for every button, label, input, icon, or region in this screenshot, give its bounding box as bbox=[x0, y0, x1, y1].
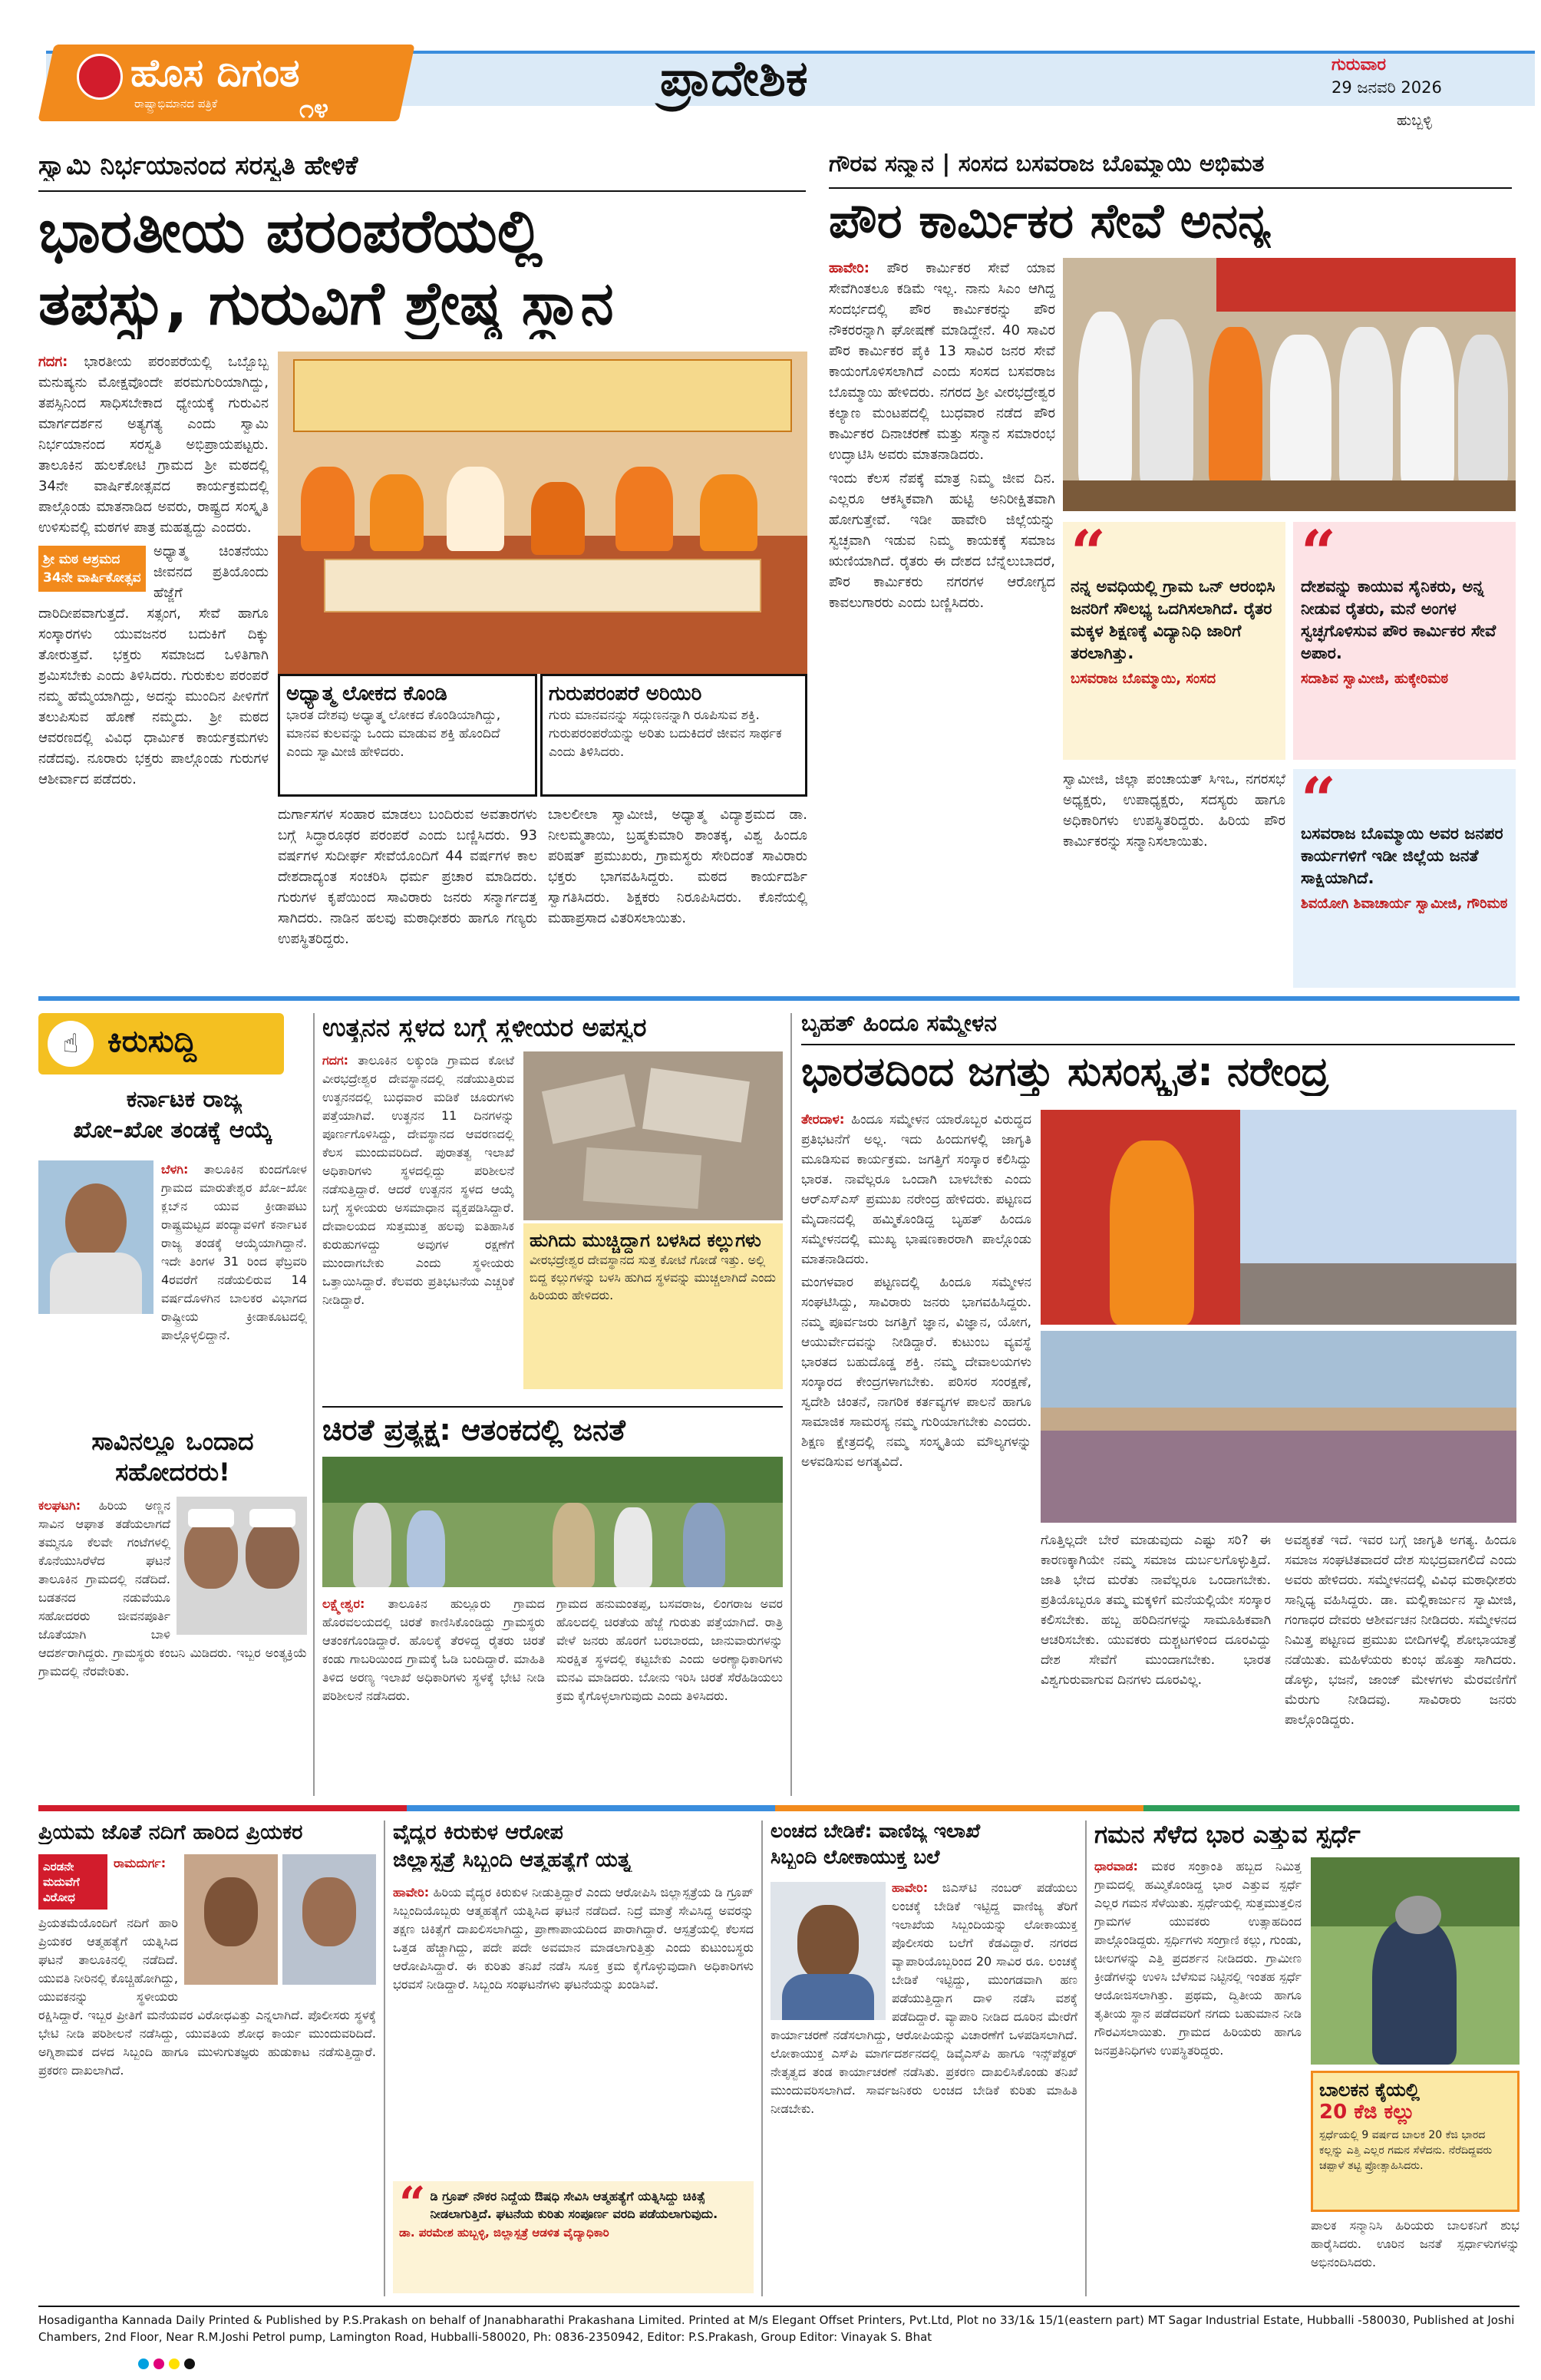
story3-caption-title: ಹುಗಿದು ಮುಚ್ಚಿದ್ದಾಗ ಬಳಸಿದ ಕಲ್ಲುಗಳು bbox=[530, 1230, 761, 1251]
divider bbox=[38, 190, 806, 192]
woman-photo bbox=[282, 1854, 376, 1985]
person-figure bbox=[614, 1507, 652, 1587]
seer-figure bbox=[615, 467, 673, 551]
caption2-title: ಗುರುಪರಂಪರೆ ಅರಿಯಿರಿ bbox=[549, 682, 702, 705]
date: 29 ಜನವರಿ 2026 bbox=[1331, 78, 1442, 97]
quote-mark-icon: “ bbox=[1301, 517, 1337, 589]
story6-badge bbox=[38, 1854, 107, 1910]
divider bbox=[322, 1406, 783, 1408]
story1-kicker: ಸ್ವಾಮಿ ನಿರ್ಭಯಾನಂದ ಸರಸ್ವತಿ ಹೇಳಿಕೆ bbox=[38, 150, 358, 181]
person-figure bbox=[353, 1503, 391, 1587]
story7-body: ಹಿರಿಯ ವೈದ್ಯರ ಕಿರುಕುಳ ನೀಡುತ್ತಿದ್ದಾರೆ ಎಂದು ಆರೋಪಿಸಿ ಜಿಲ್ಲಾಸ್ಪತ್ರೆಯ ಡಿ ಗ್ರೂಪ್ ಸಿಬ್ಬಂದಿಯೊಬ್ಬರು ಆತ್ಮಹತ್ಯೆಗೆ ಯತ್ನಿಸಿದ ಘಟನೆ ನಡೆದಿದೆ. ನಿದ್ರೆ ಮಾತ್ರೆ ಸೇವಿಸಿದ್ದ ಅವರನ್ನು ತಕ್ಷಣ ಚಿಕಿತ್ಸೆಗೆ ದಾಖಲಿಸಲಾಗಿದ್ದು, ಪ್ರಾಣಾಪಾಯದಿಂದ ಪಾರಾಗಿದ್ದಾರೆ. ಆಸ್ಪತ್ರೆಯಲ್ಲಿ ಕೆಲಸದ ಒತ್ತಡ ಹೆಚ್ಚಾಗಿದ್ದು, ಪದೇ ಪದೇ ಅವಮಾನ ಮಾಡಲಾಗುತ್ತಿತ್ತು ಎಂದು ಕುಟುಂಬಸ್ಥರು ಆರೋಪಿಸಿದ್ದಾರೆ. ಈ ಕುರಿತು ತನಿಖೆ ನಡೆಸಿ ಸೂಕ್ತ ಕ್ರಮ ಕೈಗೊಳ್ಳುವುದಾಗಿ ಅಧಿಕಾರಿಗಳು ಭರವಸೆ ನೀಡಿದ್ದಾರೆ. ಸಿಬ್ಬಂದಿ ಸಂಘಟನೆಗಳು ಘಟನೆಯನ್ನು ಖಂಡಿಸಿವೆ. bbox=[393, 1885, 754, 1992]
story3-photo bbox=[523, 1051, 783, 1220]
story-hindu-sammelana bbox=[801, 1010, 1520, 1797]
man-face bbox=[204, 1877, 258, 1946]
story1-dateline: ಗದಗ: bbox=[38, 354, 68, 370]
section-title: ಪ್ರಾದೇಶಿಕ bbox=[660, 51, 808, 107]
story3-caption bbox=[523, 1223, 783, 1389]
person-figure bbox=[553, 1503, 595, 1587]
color-divider bbox=[1143, 1805, 1520, 1811]
quote3-text: ಬಸವರಾಜ ಬೊಮ್ಮಾಯಿ ಅವರ ಜನಪರ ಕಾರ್ಯಗಳಿಗೆ ಇಡೀ ಜಿಲ್ಲೆಯ ಜನತೆ ಸಾಕ್ಷಿಯಾಗಿದೆ. bbox=[1301, 824, 1503, 887]
badge-text: ಎರಡನೇ ಮದುವೆಗೆ ವಿರೋಧ bbox=[43, 1860, 80, 1904]
story2-quote1 bbox=[1063, 517, 1285, 760]
story3-headline: ಉತ್ಖನನ ಸ್ಥಳದ ಬಗ್ಗೆ ಸ್ಥಳೀಯರ ಅಪಸ್ವರ bbox=[322, 1013, 647, 1042]
story8-headline-line2: ಸಿಬ್ಬಂದಿ ಲೋಕಾಯುಕ್ತ ಬಲೆ bbox=[770, 1847, 940, 1868]
story-excavation bbox=[322, 1013, 783, 1397]
story8-text bbox=[770, 1879, 1077, 2293]
weekday: ಗುರುವಾರ bbox=[1331, 55, 1387, 74]
kirusuddi-item1-text bbox=[161, 1160, 307, 1420]
person-figure bbox=[1078, 312, 1132, 488]
story2-col1-p2: ಇಂದು ಕೆಲಸ ನೆಪಕ್ಕೆ ಮಾತ್ರ ನಿಮ್ಮ ಜೀವ ದಿನ. ಎಲ್ಲರೂ ಆಕಸ್ಮಿಕವಾಗಿ ಹುಟ್ಟಿ ಅನಿರೀಕ್ಷಿತವಾಗಿ ಹೋಗುತ್ತೇವೆ. ಇಡೀ ಹಾವೇರಿ ಜಿಲ್ಲೆಯನ್ನು ಸ್ವಚ್ಛವಾಗಿ ಇಡುವ ನಿಮ್ಮ ಕಾಯಕಕ್ಕೆ ಸಮಾಜ ಋಣಿಯಾಗಿದೆ. ರೈತರು ಈ ದೇಶದ ಬೆನ್ನೆಲುಬಾದರೆ, ಪೌರ ಕಾರ್ಮಿಕರು ನಗರಗಳ ಆರೋಗ್ಯದ ಕಾವಲುಗಾರರು ಎಂದು ಬಣ್ಣಿಸಿದರು. bbox=[829, 470, 1055, 611]
person-figure bbox=[1140, 319, 1193, 488]
story5-headline: ಭಾರತದಿಂದ ಜಗತ್ತು ಸುಸಂಸ್ಕೃತ: ನರೇಂದ್ರ bbox=[801, 1050, 1329, 1095]
story5-col1-p1: ಹಿಂದೂ ಸಮ್ಮೇಳನ ಯಾರೊಬ್ಬರ ವಿರುದ್ಧದ ಪ್ರತಿಭಟನೆಗೆ ಅಲ್ಲ. ಇದು ಹಿಂದುಗಳಲ್ಲಿ ಜಾಗೃತಿ ಮೂಡಿಸುವ ಕಾರ್ಯಕ್ರಮ. ಜಗತ್ತಿಗೆ ಸಂಸ್ಕಾರ ಕಲಿಸಿದ್ದು ಭಾರತ. ನಾವೆಲ್ಲರೂ ಒಂದಾಗಿ ಬಾಳಬೇಕು ಎಂದು ಆರ್‌ಎಸ್‌ಎಸ್ ಪ್ರಮುಖ ನರೇಂದ್ರ ಹೇಳಿದರು. ಪಟ್ಟಣದ ಮೈದಾನದಲ್ಲಿ ಹಮ್ಮಿಕೊಂಡಿದ್ದ ಬೃಹತ್ ಹಿಂದೂ ಸಮ್ಮೇಳನದಲ್ಲಿ ಮುಖ್ಯ ಭಾಷಣಕಾರರಾಗಿ ಪಾಲ್ಗೊಂಡು ಮಾತನಾಡಿದರು. bbox=[801, 1112, 1031, 1267]
crowd bbox=[1240, 1263, 1516, 1325]
stone-weight bbox=[1395, 1896, 1441, 1934]
stage-banner bbox=[1216, 258, 1516, 312]
speaker-figure bbox=[1110, 1140, 1194, 1325]
color-divider bbox=[38, 1805, 407, 1811]
story2-col1-p1: ಪೌರ ಕಾರ್ಮಿಕರ ಸೇವೆ ಯಾವ ಸೇವೆಗಿಂತಲೂ ಕಡಿಮೆ ಇಲ್ಲ. ನಾನು ಸಿಎಂ ಆಗಿದ್ದ ಸಂದರ್ಭದಲ್ಲಿ ಪೌರ ಕಾರ್ಮಿಕರನ್ನು ಪೌರ ನೌಕರರನ್ನಾಗಿ ಘೋಷಣೆ ಮಾಡಿದ್ದೇನೆ. 40 ಸಾವಿರ ಪೌರ ಕಾರ್ಮಿಕರ ಪೈಕಿ 13 ಸಾವಿರ ಜನರ ಸೇವೆ ಕಾಯಂಗೊಳಿಸಲಾಗಿದೆ ಎಂದು ಸಂಸದ ಬಸವರಾಜ ಬೊಮ್ಮಾಯಿ ಹೇಳಿದರು. ನಗರದ ಶ್ರೀ ವೀರಭದ್ರೇಶ್ವರ ಕಲ್ಯಾಣ ಮಂಟಪದಲ್ಲಿ ಬುಧವಾರ ನಡೆದ ಪೌರ ಕಾರ್ಮಿಕರ ದಿನಾಚರಣೆ ಮತ್ತು ಸನ್ಮಾನ ಸಮಾರಂಭ ಉದ್ಘಾಟಿಸಿ ಅವರು ಮಾತನಾಡಿದರು. bbox=[829, 260, 1055, 463]
story7-quote-text: ಡಿ ಗ್ರೂಪ್ ನೌಕರ ನಿದ್ದೆಯ ಔಷಧಿ ಸೇವಿಸಿ ಆತ್ಮಹತ್ಯೆಗೆ ಯತ್ನಿಸಿದ್ದು ಚಿಕಿತ್ಸೆ ನೀಡಲಾಗುತ್ತಿದೆ. ಘಟನೆಯ ಕುರಿತು ಸಂಪೂರ್ಣ ವರದಿ ಪಡೆಯಲಾಗುವುದು. bbox=[430, 2189, 718, 2221]
color-divider bbox=[407, 1805, 775, 1811]
story1-caption2 bbox=[540, 674, 807, 797]
brother-face bbox=[246, 1520, 299, 1589]
logo-text: ಹೊಸ ದಿಗಂತ bbox=[130, 51, 300, 95]
logo-emblem-icon bbox=[77, 54, 123, 100]
seer-figure bbox=[447, 467, 504, 551]
crowd bbox=[1041, 1431, 1516, 1523]
story1-col1-p2: ಅಧ್ಯಾತ್ಮ ಚಿಂತನೆಯು ಜೀವನದ ಪ್ರತಿಯೊಂದು ಹೆಜ್ಜೆಗೆ ದಾರಿದೀಪವಾಗುತ್ತದೆ. ಸತ್ಸಂಗ, ಸೇವೆ ಹಾಗೂ ಸಂಸ್ಕಾರಗಳು ಯುವಜನರ ಬದುಕಿಗೆ ದಿಕ್ಕು ತೋರುತ್ತವೆ. ಭಕ್ತರು ಸಮಾಜದ ಒಳಿತಿಗಾಗಿ ಶ್ರಮಿಸಬೇಕು ಎಂದು ತಿಳಿಸಿದರು. ಗುರುಕುಲ ಪರಂಪರೆ ನಮ್ಮ ಹೆಮ್ಮೆಯಾಗಿದ್ದು, ಅದನ್ನು ಮುಂದಿನ ಪೀಳಿಗೆಗೆ ತಲುಪಿಸುವ ಹೊಣೆ ನಮ್ಮದು. ಶ್ರೀ ಮಠದ ಆವರಣದಲ್ಲಿ ವಿವಿಧ ಧಾರ್ಮಿಕ ಕಾರ್ಯಕ್ರಮಗಳು ನಡೆದವು. ನೂರಾರು ಭಕ್ತರು ಪಾಲ್ಗೊಂಡು ಗುರುಗಳ ಆಶೀರ್ವಾದ ಪಡೆದರು. bbox=[38, 543, 269, 787]
story7-quote bbox=[393, 2177, 754, 2293]
story1-caption1 bbox=[278, 674, 537, 797]
story2-headline: ಪೌರ ಕಾರ್ಮಿಕರ ಸೇವೆ ಅನನ್ಯ bbox=[829, 193, 1272, 249]
kirusuddi-item1-dateline: ಬೆಳಗಿ: bbox=[161, 1162, 189, 1177]
quote3-name: ಶಿವಯೋಗಿ ಶಿವಾಚಾರ್ಯ ಸ್ವಾಮೀಜಿ, ಗೌರಿಮಠ bbox=[1301, 896, 1508, 912]
megaphone-icon: ☝ bbox=[48, 1021, 94, 1067]
story7-headline-line2: ಜಿಲ್ಲಾಸ್ಪತ್ರೆ ಸಿಬ್ಬಂದಿ ಆತ್ಮಹತ್ಯೆಗೆ ಯತ್ನ bbox=[393, 1848, 632, 1872]
story-hospital bbox=[393, 1820, 754, 2296]
reg-dot bbox=[184, 2359, 195, 2369]
story1-col1-p1: ಭಾರತೀಯ ಪರಂಪರೆಯಲ್ಲಿ ಒಬ್ಬೊಬ್ಬ ಮನುಷ್ಯನು ಮೋಕ್ಷವೊಂದೇ ಪರಮಗುರಿಯಾಗಿದ್ದು, ತಪಸ್ಸಿನಿಂದ ಸಾಧಿಸಬೇಕಾದ ಧ್ಯೇಯಕ್ಕೆ ಗುರುವಿನ ಮಾರ್ಗದರ್ಶನ ಅತ್ಯಗತ್ಯ ಎಂದು ಸ್ವಾಮಿ ನಿರ್ಭಯಾನಂದ ಸರಸ್ವತಿ ಅಭಿಪ್ರಾಯಪಟ್ಟರು. ತಾಲೂಕಿನ ಹುಲಕೋಟಿ ಗ್ರಾಮದ ಶ್ರೀ ಮಠದಲ್ಲಿ 34ನೇ ವಾರ್ಷಿಕೋತ್ಸವದ ಕಾರ್ಯಕ್ರಮದಲ್ಲಿ ಪಾಲ್ಗೊಂಡು ಮಾತನಾಡಿದ ಅವರು, ರಾಷ್ಟ್ರದ ಸಂಸ್ಕೃತಿ ಉಳಿಸುವಲ್ಲಿ ಮಠಗಳ ಪಾತ್ರ ಮಹತ್ವದ್ದು ಎಂದರು. bbox=[38, 354, 269, 536]
quote1-text: ನನ್ನ ಅವಧಿಯಲ್ಲಿ ಗ್ರಾಮ ಒನ್ ಆರಂಭಿಸಿ ಜನರಿಗೆ ಸೌಲಭ್ಯ ಒದಗಿಸಲಾಗಿದೆ. ರೈತರ ಮಕ್ಕಳ ಶಿಕ್ಷಣಕ್ಕೆ ವಿದ್ಯಾನಿಧಿ ಜಾರಿಗೆ ತರಲಾಗಿತ್ತು. bbox=[1071, 577, 1275, 662]
seer-figure bbox=[301, 467, 355, 551]
story6-dateline: ರಾಮದುರ್ಗ: bbox=[114, 1856, 167, 1870]
quote1-name: ಬಸವರಾಜ ಬೊಮ್ಮಾಯಿ, ಸಂಸದ bbox=[1071, 671, 1216, 687]
stone-shard bbox=[542, 1074, 635, 1144]
footer-imprint: Hosadigantha Kannada Daily Printed & Published by P.S.Prakash on behalf of Jnanabharathi Prakashana Limited. Printed at M/s Elegant Offset Printers, Pvt.Ltd, Plot no 33/1& 15/1(eastern part) MT Sagar Industrial Estate, Hubballi -580030, Published at Joshi Chambers, 2nd Floor, Near R.M.Joshi Petrol pump, Lamington Road, Hubballi-580020, Ph: 0836-2350942, Editor: P.S.Prakash, Group Editor: Vinayak S. Bhat bbox=[38, 2313, 1515, 2344]
story3-dateline: ಗದಗ: bbox=[322, 1053, 349, 1068]
story1-sidebar-label bbox=[38, 546, 146, 592]
story2-kicker: ಗೌರವ ಸನ್ಮಾನ | ಸಂಸದ ಬಸವರಾಜ ಬೊಮ್ಮಾಯಿ ಅಭಿಮತ bbox=[829, 150, 1265, 177]
kirusuddi-item2-dateline: ಕಲಘಟಗಿ: bbox=[38, 1498, 81, 1513]
sidebar-label-text: ಶ್ರೀ ಮಠ ಆಶ್ರಮದ 34ನೇ ವಾರ್ಷಿಕೋತ್ಸವ bbox=[43, 552, 141, 586]
reg-dot bbox=[138, 2359, 149, 2369]
story9-box-headline2: 20 ಕೆಜಿ ಕಲ್ಲು bbox=[1319, 2101, 1415, 2124]
story3-caption-text: ವೀರಭದ್ರೇಶ್ವರ ದೇವಸ್ಥಾನದ ಸುತ್ತ ಕೋಟೆ ಗೋಡೆ ಇತ್ತು. ಅಲ್ಲಿ ಬಿದ್ದ ಕಲ್ಲುಗಳನ್ನು ಬಳಸಿ ಹುಗಿದ ಸ್ಥಳವನ್ನು ಮುಚ್ಚಲಾಗಿದೆ ಎಂದು ಹಿರಿಯರು ಹೇಳಿದರು. bbox=[530, 1253, 776, 1302]
story8-headline-line1: ಲಂಚದ ಬೇಡಿಕೆ: ವಾಣಿಜ್ಯ ಇಲಾಖೆ bbox=[770, 1820, 981, 1842]
story9-box bbox=[1311, 2071, 1520, 2212]
story2-kicker-a: ಗೌರವ ಸನ್ಮಾನ bbox=[829, 150, 934, 177]
kirusuddi-item2-photo bbox=[177, 1497, 307, 1635]
seer-figure bbox=[370, 474, 424, 551]
person-figure bbox=[1270, 335, 1331, 488]
column-rule bbox=[1085, 1820, 1087, 2296]
story8-dateline: ಹಾವೇರಿ: bbox=[892, 1880, 929, 1895]
stone-shard bbox=[583, 1147, 702, 1209]
caption1-text: ಭಾರತ ದೇಶವು ಅಧ್ಯಾತ್ಮ ಲೋಕದ ಕೊಂಡಿಯಾಗಿದ್ದು, ಮಾನವ ಕುಲವನ್ನು ಒಂದು ಮಾಡುವ ಶಕ್ತಿ ಹೊಂದಿದೆ ಎಂದು ಸ್ವಾಮೀಜಿ ಹೇಳಿದರು. bbox=[286, 708, 501, 760]
story5-photo-speaker bbox=[1041, 1110, 1516, 1325]
person-figure bbox=[1209, 327, 1262, 488]
kirusuddi-column bbox=[38, 1013, 307, 1796]
man-photo bbox=[184, 1854, 278, 1985]
column-rule bbox=[761, 1820, 763, 2296]
story2-quote3 bbox=[1293, 764, 1516, 988]
stage-banner bbox=[293, 359, 792, 432]
divider bbox=[829, 187, 1512, 189]
story2-quote2 bbox=[1293, 517, 1516, 760]
divider bbox=[801, 1044, 1515, 1045]
story2-col2: ಸ್ವಾಮೀಜಿ, ಜಿಲ್ಲಾ ಪಂಚಾಯತ್ ಸಿಇಒ, ನಗರಸಭೆ ಅಧ್ಯಕ್ಷರು, ಉಪಾಧ್ಯಕ್ಷರು, ಸದಸ್ಯರು ಹಾಗೂ ಅಧಿಕಾರಿಗಳು ಉಪಸ್ಥಿತರಿದ್ದರು. ಹಿರಿಯ ಪೌರ ಕಾರ್ಮಿಕರನ್ನು ಸನ್ಮಾನಿಸಲಾಯಿತು. bbox=[1063, 771, 1285, 850]
story3-text bbox=[322, 1051, 514, 1389]
story-leopard bbox=[322, 1406, 783, 1797]
story6-photo-wrap bbox=[184, 1854, 376, 1985]
story1-col2: ದುರ್ಗಾಸಗಳ ಸಂಹಾರ ಮಾಡಲು ಬಂದಿರುವ ಅವತಾರಗಳು ಬಗ್ಗೆ ಸಿದ್ಧಾರೂಢರ ಪರಂಪರೆ ಎಂದು ಬಣ್ಣಿಸಿದರು. 93 ವರ್ಷಗಳ ಸುದೀರ್ಘ ಸೇವೆಯೊಂದಿಗೆ 44 ವರ್ಷಗಳ ಕಾಲ ದೇಶದಾದ್ಯಂತ ಸಂಚರಿಸಿ ಧರ್ಮ ಪ್ರಚಾರ ಮಾಡಿದರು. ಗುರುಗಳ ಕೃಪೆಯಿಂದ ಸಾವಿರಾರು ಜನರು ಸನ್ಮಾರ್ಗದತ್ತ ಸಾಗಿದರು. ನಾಡಿನ ಹಲವು ಮಠಾಧೀಶರು ಹಾಗೂ ಗಣ್ಯರು ಉಪಸ್ಥಿತರಿದ್ದರು. bbox=[278, 807, 537, 947]
story9-dateline: ಧಾರವಾಡ: bbox=[1094, 1859, 1138, 1873]
person-figure bbox=[1458, 335, 1508, 488]
woman-face bbox=[302, 1877, 356, 1946]
story2-photo bbox=[1063, 258, 1516, 511]
story-pourakarmika bbox=[829, 150, 1520, 995]
story4-headline: ಚಿರತೆ ಪ್ರತ್ಯಕ್ಷ: ಆತಂಕದಲ್ಲಿ ಜನತೆ bbox=[322, 1414, 625, 1447]
story8-body: ಜಿಎಸ್‌ಟಿ ನಂಬರ್ ಪಡೆಯಲು ಲಂಚಕ್ಕೆ ಬೇಡಿಕೆ ಇಟ್ಟಿದ್ದ ವಾಣಿಜ್ಯ ತೆರಿಗೆ ಇಲಾಖೆಯ ಸಿಬ್ಬಂದಿಯನ್ನು ಲೋಕಾಯುಕ್ತ ಪೊಲೀಸರು ಬಲೆಗೆ ಕೆಡವಿದ್ದಾರೆ. ನಗರದ ವ್ಯಾಪಾರಿಯೊಬ್ಬರಿಂದ 20 ಸಾವಿರ ರೂ. ಲಂಚಕ್ಕೆ ಬೇಡಿಕೆ ಇಟ್ಟಿದ್ದು, ಮುಂಗಡವಾಗಿ ಹಣ ಪಡೆಯುತ್ತಿದ್ದಾಗ ದಾಳಿ ನಡೆಸಿ ವಶಕ್ಕೆ ಪಡೆದಿದ್ದಾರೆ. ವ್ಯಾಪಾರಿ ನೀಡಿದ ದೂರಿನ ಮೇರೆಗೆ ಕಾರ್ಯಾಚರಣೆ ನಡೆಸಲಾಗಿದ್ದು, ಆರೋಪಿಯನ್ನು ವಿಚಾರಣೆಗೆ ಒಳಪಡಿಸಲಾಗಿದೆ. ಲೋಕಾಯುಕ್ತ ಎಸ್‌ಪಿ ಮಾರ್ಗದರ್ಶನದಲ್ಲಿ ಡಿವೈಎಸ್‌ಪಿ ಹಾಗೂ ಇನ್ಸ್‌ಪೆಕ್ಟರ್ ನೇತೃತ್ವದ ತಂಡ ಕಾರ್ಯಾಚರಣೆ ನಡೆಸಿತು. ಪ್ರಕರಣ ದಾಖಲಿಸಿಕೊಂಡು ತನಿಖೆ ಮುಂದುವರಿಸಲಾಗಿದೆ. ಸಾರ್ವಜನಿಕರು ಲಂಚದ ಬೇಡಿಕೆ ಕುರಿತು ಮಾಹಿತಿ ನೀಡಬೇಕು. bbox=[770, 1880, 1077, 2116]
footer bbox=[38, 2306, 1520, 2352]
story7-quote-name: ಡಾ. ಪರಮೇಶ ಹುಬ್ಬಳ್ಳಿ, ಜಿಲ್ಲಾಸ್ಪತ್ರೆ ಆಡಳಿತ ವೈದ್ಯಾಧಿಕಾರಿ bbox=[399, 2226, 609, 2240]
story9-headline: ಗಮನ ಸೆಳೆದ ಭಾರ ಎತ್ತುವ ಸ್ಪರ್ಧೆ bbox=[1094, 1820, 1361, 1849]
kirusuddi-item2-headline2: ಸಹೋದರರು! bbox=[115, 1458, 230, 1487]
story1-headline-line2: ತಪಸ್ಸು, ಗುರುವಿಗೆ ಶ್ರೇಷ್ಠ ಸ್ಥಾನ bbox=[38, 270, 614, 338]
story1-headline-line1: ಭಾರತೀಯ ಪರಂಪರೆಯಲ್ಲಿ bbox=[38, 198, 543, 266]
story5-kicker: ಬೃಹತ್ ಹಿಂದೂ ಸಮ್ಮೇಳನ bbox=[801, 1010, 997, 1037]
story-weightlifting bbox=[1094, 1820, 1520, 2296]
lifter-figure bbox=[1372, 1919, 1457, 2065]
reg-dot bbox=[169, 2359, 180, 2369]
boy-face bbox=[65, 1183, 127, 1260]
story9-box-text: ಸ್ಪರ್ಧೆಯಲ್ಲಿ 9 ವರ್ಷದ ಬಾಲಕ 20 ಕೆಜಿ ಭಾರದ ಕಲ್ಲನ್ನು ಎತ್ತಿ ಎಲ್ಲರ ಗಮನ ಸೆಳೆದನು. ನೆರೆದಿದ್ದವರು ಚಪ್ಪಾಳೆ ತಟ್ಟಿ ಪ್ರೋತ್ಸಾಹಿಸಿದರು. bbox=[1319, 2129, 1493, 2172]
story9-body: ಮಕರ ಸಂಕ್ರಾಂತಿ ಹಬ್ಬದ ನಿಮಿತ್ತ ಗ್ರಾಮದಲ್ಲಿ ಹಮ್ಮಿಕೊಂಡಿದ್ದ ಭಾರ ಎತ್ತುವ ಸ್ಪರ್ಧೆ ಎಲ್ಲರ ಗಮನ ಸೆಳೆಯಿತು. ಸ್ಪರ್ಧೆಯಲ್ಲಿ ಸುತ್ತಮುತ್ತಲಿನ ಗ್ರಾಮಗಳ ಯುವಕರು ಉತ್ಸಾಹದಿಂದ ಪಾಲ್ಗೊಂಡಿದ್ದರು. ಸ್ಪರ್ಧಿಗಳು ಸಂಗ್ರಾಣಿ ಕಲ್ಲು, ಗುಂಡು, ಚೀಲಗಳನ್ನು ಎತ್ತಿ ಪ್ರದರ್ಶನ ನೀಡಿದರು. ಗ್ರಾಮೀಣ ಕ್ರೀಡೆಗಳನ್ನು ಉಳಿಸಿ ಬೆಳೆಸುವ ನಿಟ್ಟಿನಲ್ಲಿ ಇಂತಹ ಸ್ಪರ್ಧೆ ಆಯೋಜಿಸಲಾಗಿತ್ತು. ಪ್ರಥಮ, ದ್ವಿತೀಯ ಹಾಗೂ ತೃತೀಯ ಸ್ಥಾನ ಪಡೆದವರಿಗೆ ನಗದು ಬಹುಮಾನ ನೀಡಿ ಗೌರವಿಸಲಾಯಿತು. ಗ್ರಾಮದ ಹಿರಿಯರು ಹಾಗೂ ಜನಪ್ರತಿನಿಧಿಗಳು ಉಪಸ್ಥಿತರಿದ್ದರು. bbox=[1094, 1859, 1302, 2058]
column-rule bbox=[790, 1013, 792, 1796]
quote-mark-icon: “ bbox=[1071, 517, 1107, 589]
story1-photo bbox=[278, 352, 807, 674]
story-lokayukta bbox=[770, 1820, 1077, 2296]
person-figure bbox=[1339, 327, 1393, 488]
story-lovers bbox=[38, 1820, 376, 2296]
quote-mark-icon: “ bbox=[1301, 764, 1337, 836]
story4-text1: ತಾಲೂಕಿನ ಹುಲ್ಲೂರು ಗ್ರಾಮದ ಹೊರವಲಯದಲ್ಲಿ ಚಿರತೆ ಕಾಣಿಸಿಕೊಂಡಿದ್ದು ಗ್ರಾಮಸ್ಥರು ಆತಂಕಗೊಂಡಿದ್ದಾರೆ. ಹೊಲಕ್ಕೆ ತೆರಳಿದ್ದ ರೈತರು ಚಿರತೆ ಕಂಡು ಗಾಬರಿಯಿಂದ ಗ್ರಾಮಕ್ಕೆ ಓಡಿ ಬಂದಿದ್ದಾರೆ. ಮಾಹಿತಿ ತಿಳಿದ ಅರಣ್ಯ ಇಲಾಖೆ ಅಧಿಕಾರಿಗಳು ಸ್ಥಳಕ್ಕೆ ಭೇಟಿ ನೀಡಿ ಪರಿಶೀಲನೆ ನಡೆಸಿದರು. bbox=[322, 1596, 545, 1703]
caption2-text: ಗುರು ಮಾನವನನ್ನು ಸದ್ಗುಣನನ್ನಾಗಿ ರೂಪಿಸುವ ಶಕ್ತಿ. ಗುರುಪರಂಪರೆಯನ್ನು ಅರಿತು ಬದುಕಿದರೆ ಜೀವನ ಸಾರ್ಥಕ ಎಂದು ತಿಳಿಸಿದರು. bbox=[549, 708, 782, 760]
story4-dateline: ಲಕ್ಷ್ಮೇಶ್ವರ: bbox=[322, 1596, 365, 1611]
quote2-name: ಸದಾಶಿವ ಸ್ವಾಮೀಜಿ, ಹುಕ್ಕೇರಿಮಠ bbox=[1301, 671, 1449, 687]
accused-face bbox=[797, 1905, 859, 1982]
kirusuddi-label: ಕಿರುಸುದ್ದಿ bbox=[107, 1024, 197, 1059]
color-divider bbox=[775, 1805, 1143, 1811]
story7-text bbox=[393, 1883, 754, 2178]
lamp-stand bbox=[1063, 480, 1516, 511]
story6-headline: ಪ್ರಿಯಮ ಜೊತೆ ನದಿಗೆ ಹಾರಿದ ಪ್ರಿಯಕರ bbox=[38, 1820, 303, 1844]
story5-col2: ಗೊತ್ತಿಲ್ಲದೇ ಬೇರೆ ಮಾಡುವುದು ಎಷ್ಟು ಸರಿ? ಈ ಕಾರಣಕ್ಕಾಗಿಯೇ ನಮ್ಮ ಸಮಾಜ ದುರ್ಬಲಗೊಳ್ಳುತ್ತಿದೆ. ಜಾತಿ ಭೇದ ಮರೆತು ನಾವೆಲ್ಲರೂ ಒಂದಾಗಬೇಕು. ಪ್ರತಿಯೊಬ್ಬರೂ ತಮ್ಮ ಮಕ್ಕಳಿಗೆ ಮನೆಯಲ್ಲಿಯೇ ಸಂಸ್ಕಾರ ಕಲಿಸಬೇಕು. ಹಬ್ಬ ಹರಿದಿನಗಳನ್ನು ಸಾಮೂಹಿಕವಾಗಿ ಆಚರಿಸಬೇಕು. ಯುವಕರು ದುಶ್ಚಟಗಳಿಂದ ದೂರವಿದ್ದು ದೇಶ ಸೇವೆಗೆ ಮುಂದಾಗಬೇಕು. ಭಾರತ ವಿಶ್ವಗುರುವಾಗುವ ದಿನಗಳು ದೂರವಿಲ್ಲ. bbox=[1041, 1533, 1271, 1688]
column-rule bbox=[313, 1013, 315, 1796]
page-number: ೧೪ bbox=[299, 94, 329, 124]
story4-photo bbox=[322, 1457, 783, 1587]
kirusuddi-item1-body: ತಾಲೂಕಿನ ಕುಂದಗೋಳ ಗ್ರಾಮದ ಮಾರುತೇಶ್ವರ ಖೋ–ಖೋ ಕ್ಲಬ್‌ನ ಯುವ ಕ್ರೀಡಾಪಟು ರಾಷ್ಟ್ರಮಟ್ಟದ ಪಂದ್ಯಾವಳಿಗೆ ಕರ್ನಾಟಕ ರಾಜ್ಯ ತಂಡಕ್ಕೆ ಆಯ್ಕೆಯಾಗಿದ್ದಾನೆ. ಇದೇ ತಿಂಗಳ 31 ರಿಂದ ಫೆಬ್ರವರಿ 4ರವರೆಗೆ ನಡೆಯಲಿರುವ 14 ವರ್ಷದೊಳಗಿನ ಬಾಲಕರ ವಿಭಾಗದ ರಾಷ್ಟ್ರೀಯ ಕ್ರೀಡಾಕೂಟದಲ್ಲಿ ಪಾಲ್ಗೊಳ್ಳಲಿದ್ದಾನೆ. bbox=[161, 1162, 307, 1342]
city: ಹುಬ್ಬಳ್ಳಿ bbox=[1397, 112, 1432, 129]
kirusuddi-item2-body: ಹಿರಿಯ ಅಣ್ಣನ ಸಾವಿನ ಆಘಾತ ತಡೆಯಲಾಗದೆ ತಮ್ಮನೂ ಕೆಲವೇ ಗಂಟೆಗಳಲ್ಲಿ ಕೊನೆಯುಸಿರೆಳೆದ ಘಟನೆ ತಾಲೂಕಿನ ಗ್ರಾಮದಲ್ಲಿ ನಡೆದಿದೆ. ಬಡತನದ ನಡುವೆಯೂ ಸಹೋದರರು ಜೀವನಪೂರ್ತಿ ಜೊತೆಯಾಗಿ ಬಾಳಿ ಆದರ್ಶರಾಗಿದ್ದರು. ಗ್ರಾಮಸ್ಥರು ಕಂಬನಿ ಮಿಡಿದರು. ಇಬ್ಬರ ಅಂತ್ಯಕ್ರಿಯೆ ಗ್ರಾಮದಲ್ಲಿ ನೆರವೇರಿತು. bbox=[38, 1498, 307, 1679]
caption1-title: ಅಧ್ಯಾತ್ಮ ಲೋಕದ ಕೊಂಡಿ bbox=[286, 682, 447, 705]
story2-dateline: ಹಾವೇರಿ: bbox=[829, 260, 869, 276]
brother-face bbox=[184, 1520, 238, 1589]
logo-tagline: ರಾಷ್ಟ್ರಾಭಿಮಾನದ ಪತ್ರಿಕೆ bbox=[134, 97, 218, 111]
kirusuddi-item2-headline1: ಸಾವಿನಲ್ಲೂ ಒಂದಾದ bbox=[91, 1428, 254, 1456]
story1-col1 bbox=[38, 352, 269, 989]
story9-box-headline1: ಬಾಲಕನ ಕೈಯಲ್ಲಿ bbox=[1319, 2079, 1421, 2101]
story2-col1 bbox=[829, 258, 1055, 987]
seer-figure bbox=[531, 482, 585, 555]
person-figure bbox=[683, 1503, 725, 1587]
kirusuddi-label-box bbox=[38, 1013, 284, 1074]
accused-shirt bbox=[782, 1974, 874, 2020]
cap bbox=[188, 1509, 234, 1527]
story5-col1 bbox=[801, 1110, 1031, 1793]
story5-photo-crowd bbox=[1041, 1331, 1516, 1523]
color-registration-marks bbox=[138, 2358, 1366, 2373]
section-divider bbox=[38, 996, 1520, 1001]
boy-shirt bbox=[50, 1253, 142, 1314]
story9-text2: ಪಾಲಕ ಸನ್ಮಾನಿಸಿ ಹಿರಿಯರು ಬಾಲಕನಿಗೆ ಶುಭ ಹಾರೈಸಿದರು. ಊರಿನ ಜನತೆ ಸ್ಪರ್ಧಾಳುಗಳನ್ನು ಅಭಿನಂದಿಸಿದರು. bbox=[1311, 2218, 1520, 2269]
story5-col3: ಅವಶ್ಯಕತೆ ಇದೆ. ಇವರ ಬಗ್ಗೆ ಜಾಗೃತಿ ಅಗತ್ಯ. ಹಿಂದೂ ಸಮಾಜ ಸಂಘಟಿತವಾದರೆ ದೇಶ ಸುಭದ್ರವಾಗಲಿದೆ ಎಂದು ಅವರು ಹೇಳಿದರು. ಸಮ್ಮೇಳನದಲ್ಲಿ ವಿವಿಧ ಮಠಾಧೀಶರು ಸಾನ್ನಿಧ್ಯ ವಹಿಸಿದ್ದರು. ಡಾ. ಮಲ್ಲಿಕಾರ್ಜುನ ಸ್ವಾಮೀಜಿ, ಗಂಗಾಧರ ದೇವರು ಆಶೀರ್ವಚನ ನೀಡಿದರು. ಸಮ್ಮೇಳನದ ನಿಮಿತ್ತ ಪಟ್ಟಣದ ಪ್ರಮುಖ ಬೀದಿಗಳಲ್ಲಿ ಶೋಭಾಯಾತ್ರೆ ನಡೆಯಿತು. ಮಹಿಳೆಯರು ಕುಂಭ ಹೊತ್ತು ಸಾಗಿದರು. ಡೊಳ್ಳು, ಭಜನೆ, ಜಾಂಜ್ ಮೇಳಗಳು ಮೆರವಣಿಗೆಗೆ ಮೆರುಗು ನೀಡಿದವು. ಸಾವಿರಾರು ಜನರು ಪಾಲ್ಗೊಂಡಿದ್ದರು. bbox=[1285, 1533, 1516, 1728]
story7-headline-line1: ವೈದ್ಯರ ಕಿರುಕುಳ ಆರೋಪ bbox=[393, 1820, 563, 1844]
person-figure bbox=[407, 1510, 445, 1587]
story8-photo bbox=[770, 1882, 886, 2020]
cap bbox=[249, 1509, 295, 1527]
story2-kicker-b: ಸಂಸದ ಬಸವರಾಜ ಬೊಮ್ಮಾಯಿ ಅಭಿಮತ bbox=[958, 150, 1265, 177]
story6-body: ಪ್ರಿಯತಮೆಯೊಂದಿಗೆ ನದಿಗೆ ಹಾರಿ ಪ್ರಿಯಕರ ಆತ್ಮಹತ್ಯೆಗೆ ಯತ್ನಿಸಿದ ಘಟನೆ ತಾಲೂಕಿನಲ್ಲಿ ನಡೆದಿದೆ. ಯುವತಿ ನೀರಿನಲ್ಲಿ ಕೊಚ್ಚಿಹೋಗಿದ್ದು, ಯುವಕನನ್ನು ಸ್ಥಳೀಯರು ರಕ್ಷಿಸಿದ್ದಾರೆ. ಇಬ್ಬರ ಪ್ರೀತಿಗೆ ಮನೆಯವರ ವಿರೋಧವಿತ್ತು ಎನ್ನಲಾಗಿದೆ. ಪೊಲೀಸರು ಸ್ಥಳಕ್ಕೆ ಭೇಟಿ ನೀಡಿ ಪರಿಶೀಲನೆ ನಡೆಸಿದ್ದು, ಯುವತಿಯ ಶೋಧ ಕಾರ್ಯ ಮುಂದುವರಿದಿದೆ. ಅಗ್ನಿಶಾಮಕ ದಳದ ಸಿಬ್ಬಂದಿ ಹಾಗೂ ಮುಳುಗುತಜ್ಞರು ಹುಡುಕಾಟ ನಡೆಸುತ್ತಿದ್ದಾರೆ. ಪ್ರಕರಣ ದಾಖಲಾಗಿದೆ. bbox=[38, 1916, 376, 2078]
story5-dateline: ತೇರದಾಳ: bbox=[801, 1112, 845, 1127]
column-rule bbox=[384, 1820, 385, 2296]
stage-table bbox=[324, 559, 761, 612]
story-paramapare bbox=[38, 150, 813, 995]
kirusuddi-item1-headline1: ಕರ್ನಾಟಕ ರಾಜ್ಯ bbox=[126, 1087, 243, 1113]
story3-body: ತಾಲೂಕಿನ ಲಕ್ಕುಂಡಿ ಗ್ರಾಮದ ಕೋಟೆ ವೀರಭದ್ರೇಶ್ವರ ದೇವಸ್ಥಾನದಲ್ಲಿ ನಡೆಯುತ್ತಿರುವ ಉತ್ಖನನದಲ್ಲಿ ಬುಧವಾರ ಮಡಿಕೆ ಚೂರುಗಳು ಪತ್ತೆಯಾಗಿವೆ. ಉತ್ಖನನ 11 ದಿನಗಳನ್ನು ಪೂರ್ಣಗೊಳಿಸಿದ್ದು, ದೇವಸ್ಥಾನದ ಆವರಣದಲ್ಲಿ ಕೆಲಸ ಮುಂದುವರಿದಿದೆ. ಪುರಾತತ್ವ ಇಲಾಖೆ ಅಧಿಕಾರಿಗಳು ಸ್ಥಳದಲ್ಲಿದ್ದು ಪರಿಶೀಲನೆ ನಡೆಸುತ್ತಿದ್ದಾರೆ. ಆದರೆ ಉತ್ಖನನ ಸ್ಥಳದ ಆಯ್ಕೆ ಬಗ್ಗೆ ಸ್ಥಳೀಯರು ಅಸಮಾಧಾನ ವ್ಯಕ್ತಪಡಿಸಿದ್ದಾರೆ. ದೇವಾಲಯದ ಸುತ್ತಮುತ್ತ ಹಲವು ಐತಿಹಾಸಿಕ ಕುರುಹುಗಳಿದ್ದು ಅವುಗಳ ರಕ್ಷಣೆಗೆ ಮುಂದಾಗಬೇಕು ಎಂದು ಸ್ಥಳೀಯರು ಒತ್ತಾಯಿಸಿದ್ದಾರೆ. ಕೆಲವರು ಪ್ರತಿಭಟನೆಯ ಎಚ್ಚರಿಕೆ ನೀಡಿದ್ದಾರೆ. bbox=[322, 1053, 514, 1307]
story5-col1-p2: ಮಂಗಳವಾರ ಪಟ್ಟಣದಲ್ಲಿ ಹಿಂದೂ ಸಮ್ಮೇಳನ ಸಂಘಟಿಸಿದ್ದು, ಸಾವಿರಾರು ಜನರು ಭಾಗವಹಿಸಿದ್ದರು. ನಮ್ಮ ಪೂರ್ವಜರು ಜಗತ್ತಿಗೆ ಜ್ಞಾನ, ವಿಜ್ಞಾನ, ಯೋಗ, ಆಯುರ್ವೇದವನ್ನು ನೀಡಿದ್ದಾರೆ. ಕುಟುಂಬ ವ್ಯವಸ್ಥೆ ಭಾರತದ ಬಹುದೊಡ್ಡ ಶಕ್ತಿ. ನಮ್ಮ ದೇವಾಲಯಗಳು ಸಂಸ್ಕಾರದ ಕೇಂದ್ರಗಳಾಗಬೇಕು. ಪರಿಸರ ಸಂರಕ್ಷಣೆ, ಸ್ವದೇಶಿ ಚಿಂತನೆ, ನಾಗರಿಕ ಕರ್ತವ್ಯಗಳ ಪಾಲನೆ ಹಾಗೂ ಸಾಮಾಜಿಕ ಸಾಮರಸ್ಯ ನಮ್ಮ ಗುರಿಯಾಗಬೇಕು ಎಂದರು. ಶಿಕ್ಷಣ ಕ್ಷೇತ್ರದಲ್ಲಿ ನಮ್ಮ ಸಂಸ್ಕೃತಿಯ ಮೌಲ್ಯಗಳನ್ನು ಅಳವಡಿಸುವ ಅಗತ್ಯವಿದೆ. bbox=[801, 1275, 1031, 1470]
story4-col1 bbox=[322, 1595, 545, 1794]
kirusuddi-item1-headline2: ಖೋ–ಖೋ ತಂಡಕ್ಕೆ ಆಯ್ಕೆ bbox=[73, 1117, 272, 1144]
kirusuddi-item1-photo bbox=[38, 1160, 153, 1314]
story9-photo bbox=[1311, 1857, 1520, 2065]
trees bbox=[322, 1457, 783, 1503]
person-figure bbox=[1401, 327, 1454, 488]
quote2-text: ದೇಶವನ್ನು ಕಾಯುವ ಸೈನಿಕರು, ಅನ್ನ ನೀಡುವ ರೈತರು, ಮನೆ ಅಂಗಳ ಸ್ವಚ್ಛಗೊಳಿಸುವ ಪೌರ ಕಾರ್ಮಿಕರ ಸೇವೆ ಅಪಾರ. bbox=[1301, 577, 1496, 662]
seer-figure bbox=[700, 474, 757, 551]
masthead bbox=[0, 0, 1541, 146]
story6-text bbox=[38, 1854, 376, 2292]
quote-mark-icon: “ bbox=[399, 2177, 426, 2231]
story4-col2: ಗ್ರಾಮದ ಹನುಮಂತಪ್ಪ, ಬಸವರಾಜ, ಲಿಂಗರಾಜ ಅವರ ಹೊಲದಲ್ಲಿ ಚಿರತೆಯ ಹೆಜ್ಜೆ ಗುರುತು ಪತ್ತೆಯಾಗಿದೆ. ರಾತ್ರಿ ವೇಳೆ ಜನರು ಹೊರಗೆ ಬರಬಾರದು, ಜಾನುವಾರುಗಳನ್ನು ಸುರಕ್ಷಿತ ಸ್ಥಳದಲ್ಲಿ ಕಟ್ಟಬೇಕು ಎಂದು ಅರಣ್ಯಾಧಿಕಾರಿಗಳು ಮನವಿ ಮಾಡಿದರು. ಬೋನು ಇರಿಸಿ ಚಿರತೆ ಸೆರೆಹಿಡಿಯಲು ಕ್ರಮ ಕೈಗೊಳ್ಳಲಾಗುವುದು ಎಂದು ತಿಳಿಸಿದರು. bbox=[556, 1596, 783, 1703]
story7-dateline: ಹಾವೇರಿ: bbox=[393, 1885, 430, 1900]
reg-dot bbox=[153, 2359, 164, 2369]
story9-text bbox=[1094, 1857, 1302, 2293]
kirusuddi-item2-text bbox=[38, 1497, 307, 1788]
stone-shard bbox=[642, 1068, 750, 1142]
story1-col3: ಬಾಲಲೀಲಾ ಸ್ವಾಮೀಜಿ, ಅಧ್ಯಾತ್ಮ ವಿದ್ಯಾಶ್ರಮದ ಡಾ. ನೀಲಮ್ಮತಾಯಿ, ಬ್ರಹ್ಮಕುಮಾರಿ ಶಾಂತಕ್ಕ, ವಿಶ್ವ ಹಿಂದೂ ಪರಿಷತ್ ಪ್ರಮುಖರು, ಗ್ರಾಮಸ್ಥರು ಸೇರಿದಂತೆ ಸಾವಿರಾರು ಭಕ್ತರು ಭಾಗವಹಿಸಿದ್ದರು. ಮಠದ ಕಾರ್ಯದರ್ಶಿ ಸ್ವಾಗತಿಸಿದರು. ಶಿಕ್ಷಕರು ನಿರೂಪಿಸಿದರು. ಕೊನೆಯಲ್ಲಿ ಮಹಾಪ್ರಸಾದ ವಿತರಿಸಲಾಯಿತು. bbox=[548, 807, 807, 926]
